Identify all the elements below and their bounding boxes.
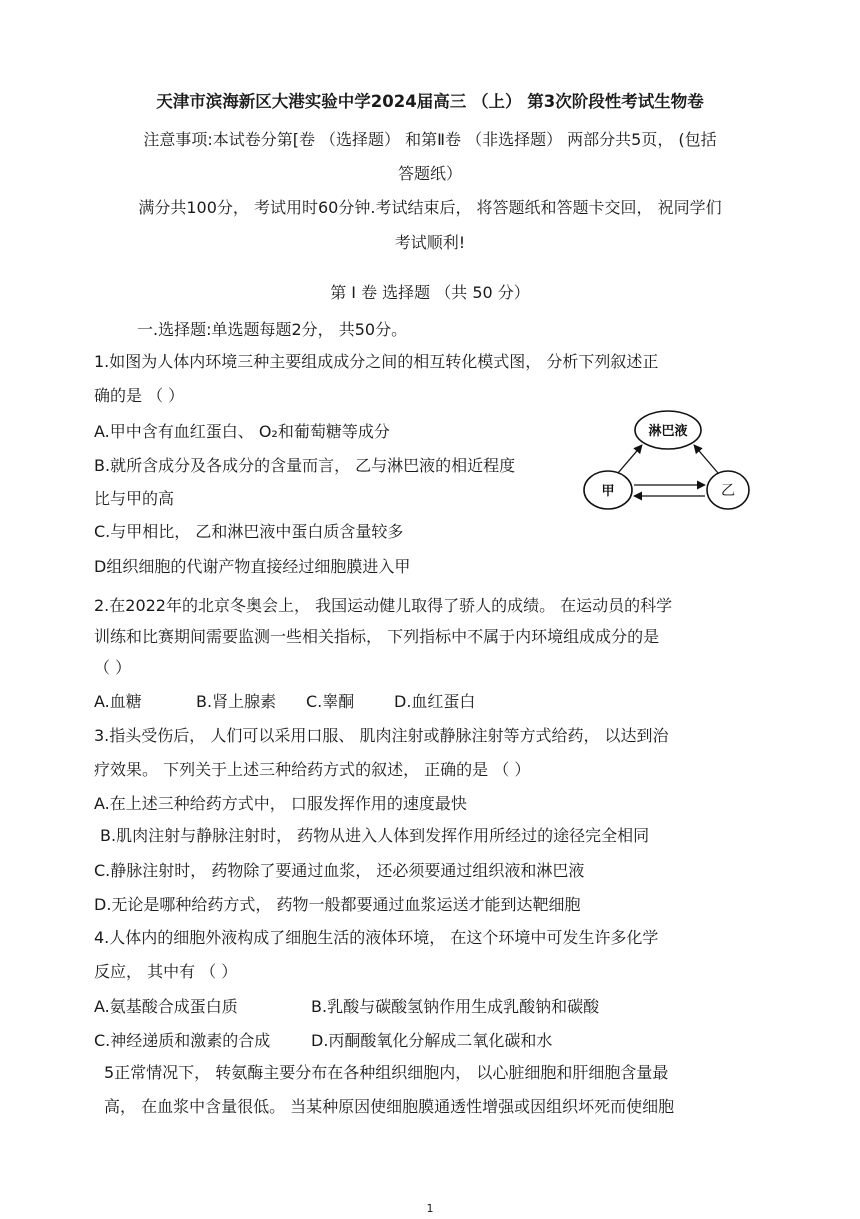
question-3-stem: 3.指头受伤后， 人们可以采用口服、 肌肉注射或静脉注射等方式给药， 以达到治 (94, 726, 669, 745)
question-3-option-b: B.肌肉注射与静脉注射时， 药物从进入人体到发挥作用所经过的途径完全相同 (100, 826, 650, 845)
question-2-stem: 2.在2022年的北京冬奥会上， 我国运动健儿取得了骄人的成绩。 在运动员的科学 (94, 596, 673, 615)
question-2-option-a: A.血糖 (94, 692, 142, 711)
question-1-option-a: A.甲中含有血红蛋白、 O₂和葡萄糖等成分 (94, 422, 390, 441)
question-2-stem: 训练和比赛期间需要监测一些相关指标， 下列指标中不属于内环境组成成分的是 (94, 627, 660, 646)
question-4-option-b: B.乳酸与碳酸氢钠作用生成乳酸钠和碳酸 (311, 997, 600, 1016)
question-4-option-a: A.氨基酸合成蛋白质 (94, 997, 238, 1016)
question-1-stem: 确的是 （ ） (94, 386, 185, 405)
question-4-stem: 4.人体内的细胞外液构成了细胞生活的液体环境， 在这个环境中可发生许多化学 (94, 928, 659, 947)
question-2-stem: （ ） (94, 658, 132, 677)
question-4-option-c: C.神经递质和激素的合成 (94, 1031, 271, 1050)
question-1-option-c: C.与甲相比， 乙和淋巴液中蛋白质含量较多 (94, 522, 404, 541)
question-2-option-d: D.血红蛋白 (394, 692, 476, 711)
section-title: 第 I 卷 选择题 （共 50 分） (330, 283, 530, 302)
question-3-option-c: C.静脉注射时， 药物除了要通过血浆， 还必须要通过组织液和淋巴液 (94, 861, 585, 880)
diagram-node-lymph: 淋巴液 (648, 424, 688, 439)
question-1-option-b: B.就所含成分及各成分的含量而言， 乙与淋巴液的相近程度 (94, 456, 516, 475)
question-3-stem: 疗效果。 下列关于上述三种给药方式的叙述， 正确的是 （ ） (94, 760, 531, 779)
page-number: 1 (426, 1202, 434, 1215)
section-intro: 一.选择题:单选题每题2分， 共50分。 (137, 320, 408, 339)
document-title: 天津市滨海新区大港实验中学2024届高三 （上） 第3次阶段性考试生物卷 (156, 92, 704, 111)
notice-line: 满分共100分， 考试用时60分钟.考试结束后， 将答题纸和答题卡交回， 祝同学们 (138, 198, 722, 217)
question-1-option-d: D组织细胞的代谢产物直接经过细胞膜进入甲 (94, 557, 411, 576)
question-4-stem: 反应， 其中有 （ ） (94, 962, 238, 981)
diagram-node-jia: 甲 (601, 484, 615, 499)
question-3-option-a: A.在上述三种给药方式中， 口服发挥作用的速度最快 (94, 794, 467, 813)
notice-line: 注意事项:本试卷分第[卷 （选择题） 和第Ⅱ卷 （非选择题） 两部分共5页， (包括 (143, 130, 717, 149)
diagram-node-yi: 乙 (721, 483, 735, 499)
question-2-option-b: B.肾上腺素 (196, 692, 277, 711)
notice-line: 考试顺利! (394, 233, 466, 252)
question-2-option-c: C.睾酮 (306, 692, 355, 711)
notice-line: 答题纸） (397, 164, 462, 183)
question-4-option-d: D.丙酮酸氧化分解成二氧化碳和水 (311, 1031, 553, 1050)
question-5-stem: 5正常情况下， 转氨酶主要分布在各种组织细胞内， 以心脏细胞和肝细胞含量最 (104, 1063, 669, 1082)
question-1-option-b: 比与甲的高 (94, 489, 175, 508)
body-fluid-diagram (578, 408, 754, 516)
question-3-option-d: D.无论是哪种给药方式， 药物一般都要通过血浆运送才能到达靶细胞 (94, 895, 581, 914)
question-5-stem: 高， 在血浆中含量很低。 当某种原因使细胞膜通透性增强或因组织坏死而使细胞 (104, 1097, 675, 1116)
question-1-stem: 1.如图为人体内环境三种主要组成成分之间的相互转化模式图， 分析下列叙述正 (94, 352, 659, 371)
